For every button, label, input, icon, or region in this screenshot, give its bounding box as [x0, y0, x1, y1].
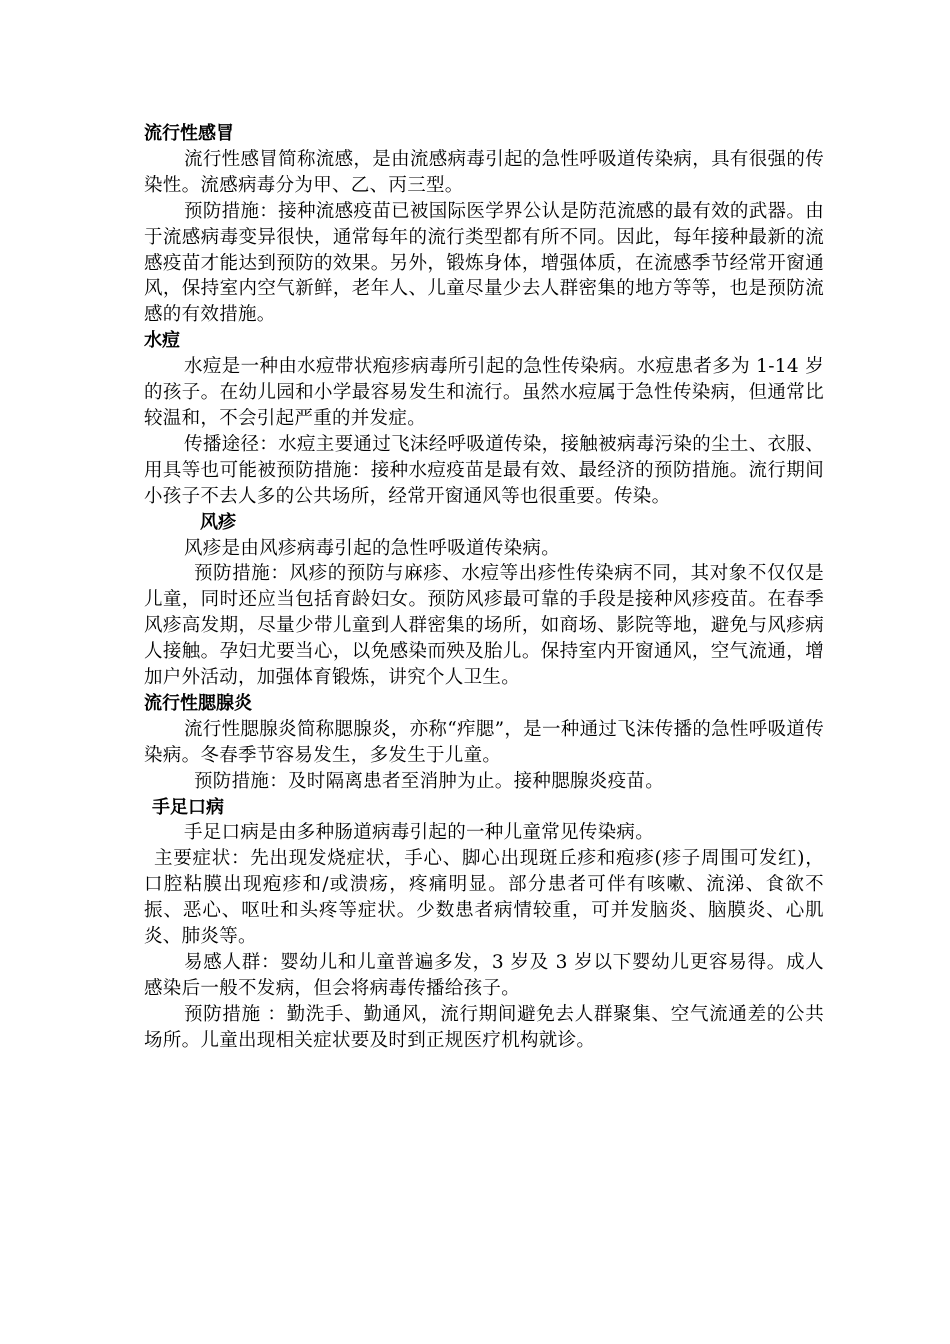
section-title-chickenpox: 水痘	[144, 330, 180, 352]
section-hfmd	[144, 795, 824, 1054]
section-title-hfmd: 手足口病	[152, 796, 224, 818]
paragraph-hfmd-susceptible: 易感人群：婴幼儿和儿童普遍多发，3 岁及 3 岁以下婴幼儿更容易得。成人感染后一般不发病，但会将病毒传播给孩子。	[144, 952, 824, 999]
paragraph-rubella-intro: 风疹是由风疹病毒引起的急性呼吸道传染病。	[184, 537, 561, 559]
paragraph-hfmd-prevention: 预防措施 ：勤洗手、勤通风，流行期间避免去人群聚集、空气流通差的公共场所。儿童出现相关症状要及时到正规医疗机构就诊。	[144, 1003, 824, 1051]
paragraph-hfmd-symptoms: 主要症状：先出现发烧症状，手心、脚心出现斑丘疹和疱疹(疹子周围可发红)，口腔粘膜出现疱疹和/或溃疡，疼痛明显。部分患者可伴有咳嗽、流涕、食欲不振、恶心、呕吐和头疼等症状。少数患者病情较重，可并发脑炎、脑膜炎、心肌炎、肺炎等。	[144, 848, 824, 948]
paragraph-mumps-prevention: 预防措施：及时隔离患者至消肿为止。接种腮腺炎疫苗。	[194, 770, 665, 792]
document-page	[144, 121, 824, 1054]
paragraph-influenza-intro: 流行性感冒简称流感，是由流感病毒引起的急性呼吸道传染病，具有很强的传染性。流感病毒分为甲、乙、丙三型。	[144, 148, 824, 196]
section-title-rubella: 风疹	[200, 511, 236, 533]
paragraph-hfmd-intro: 手足口病是由多种肠道病毒引起的一种儿童常见传染病。	[184, 822, 655, 844]
paragraph-influenza-prevention: 预防措施：接种流感疫苗已被国际医学界公认是防范流感的最有效的武器。由于流感病毒变异很快，通常每年的流行类型都有所不同。因此，每年接种最新的流感疫苗才能达到预防的效果。另外，锻炼身体，增强体质，在流感季节经常开窗通风，保持室内空气新鲜，老年人、儿童尽量少去人群密集的地方等等，也是预防流感的有效措施。	[144, 200, 824, 326]
section-title-mumps: 流行性腮腺炎	[144, 692, 252, 714]
paragraph-chickenpox-intro: 水痘是一种由水痘带状疱疹病毒所引起的急性传染病。水痘患者多为 1-14 岁的孩子。在幼儿园和小学最容易发生和流行。虽然水痘属于急性传染病，但通常比较温和，不会引起严重的并发症。	[144, 356, 824, 429]
paragraph-chickenpox-transmission: 传播途径：水痘主要通过飞沫经呼吸道传染，接触被病毒污染的尘土、衣服、用具等也可能被预防措施：接种水痘疫苗是最有效、最经济的预防措施。流行期间小孩子不去人多的公共场所，经常开窗通风等也很重要。传染。	[144, 433, 824, 507]
section-rubella	[144, 510, 824, 691]
section-chickenpox	[144, 328, 824, 509]
paragraph-rubella-prevention: 预防措施：风疹的预防与麻疹、水痘等出疹性传染病不同，其对象不仅仅是儿童，同时还应当包括育龄妇女。预防风疹最可靠的手段是接种风疹疫苗。在春季风疹高发期，尽量少带儿童到人群密集的场所，如商场、影院等地，避免与风疹病人接触。孕妇尤要当心，以免感染而殃及胎儿。保持室内开窗通风，空气流通，增加户外活动，加强体育锻炼，讲究个人卫生。	[144, 563, 824, 689]
section-mumps	[144, 691, 824, 795]
paragraph-mumps-intro: 流行性腮腺炎简称腮腺炎，亦称“痄腮”，是一种通过飞沫传播的急性呼吸道传染病。冬春季节容易发生，多发生于儿童。	[144, 718, 824, 766]
section-title-influenza: 流行性感冒	[144, 123, 234, 144]
section-influenza	[144, 121, 824, 328]
